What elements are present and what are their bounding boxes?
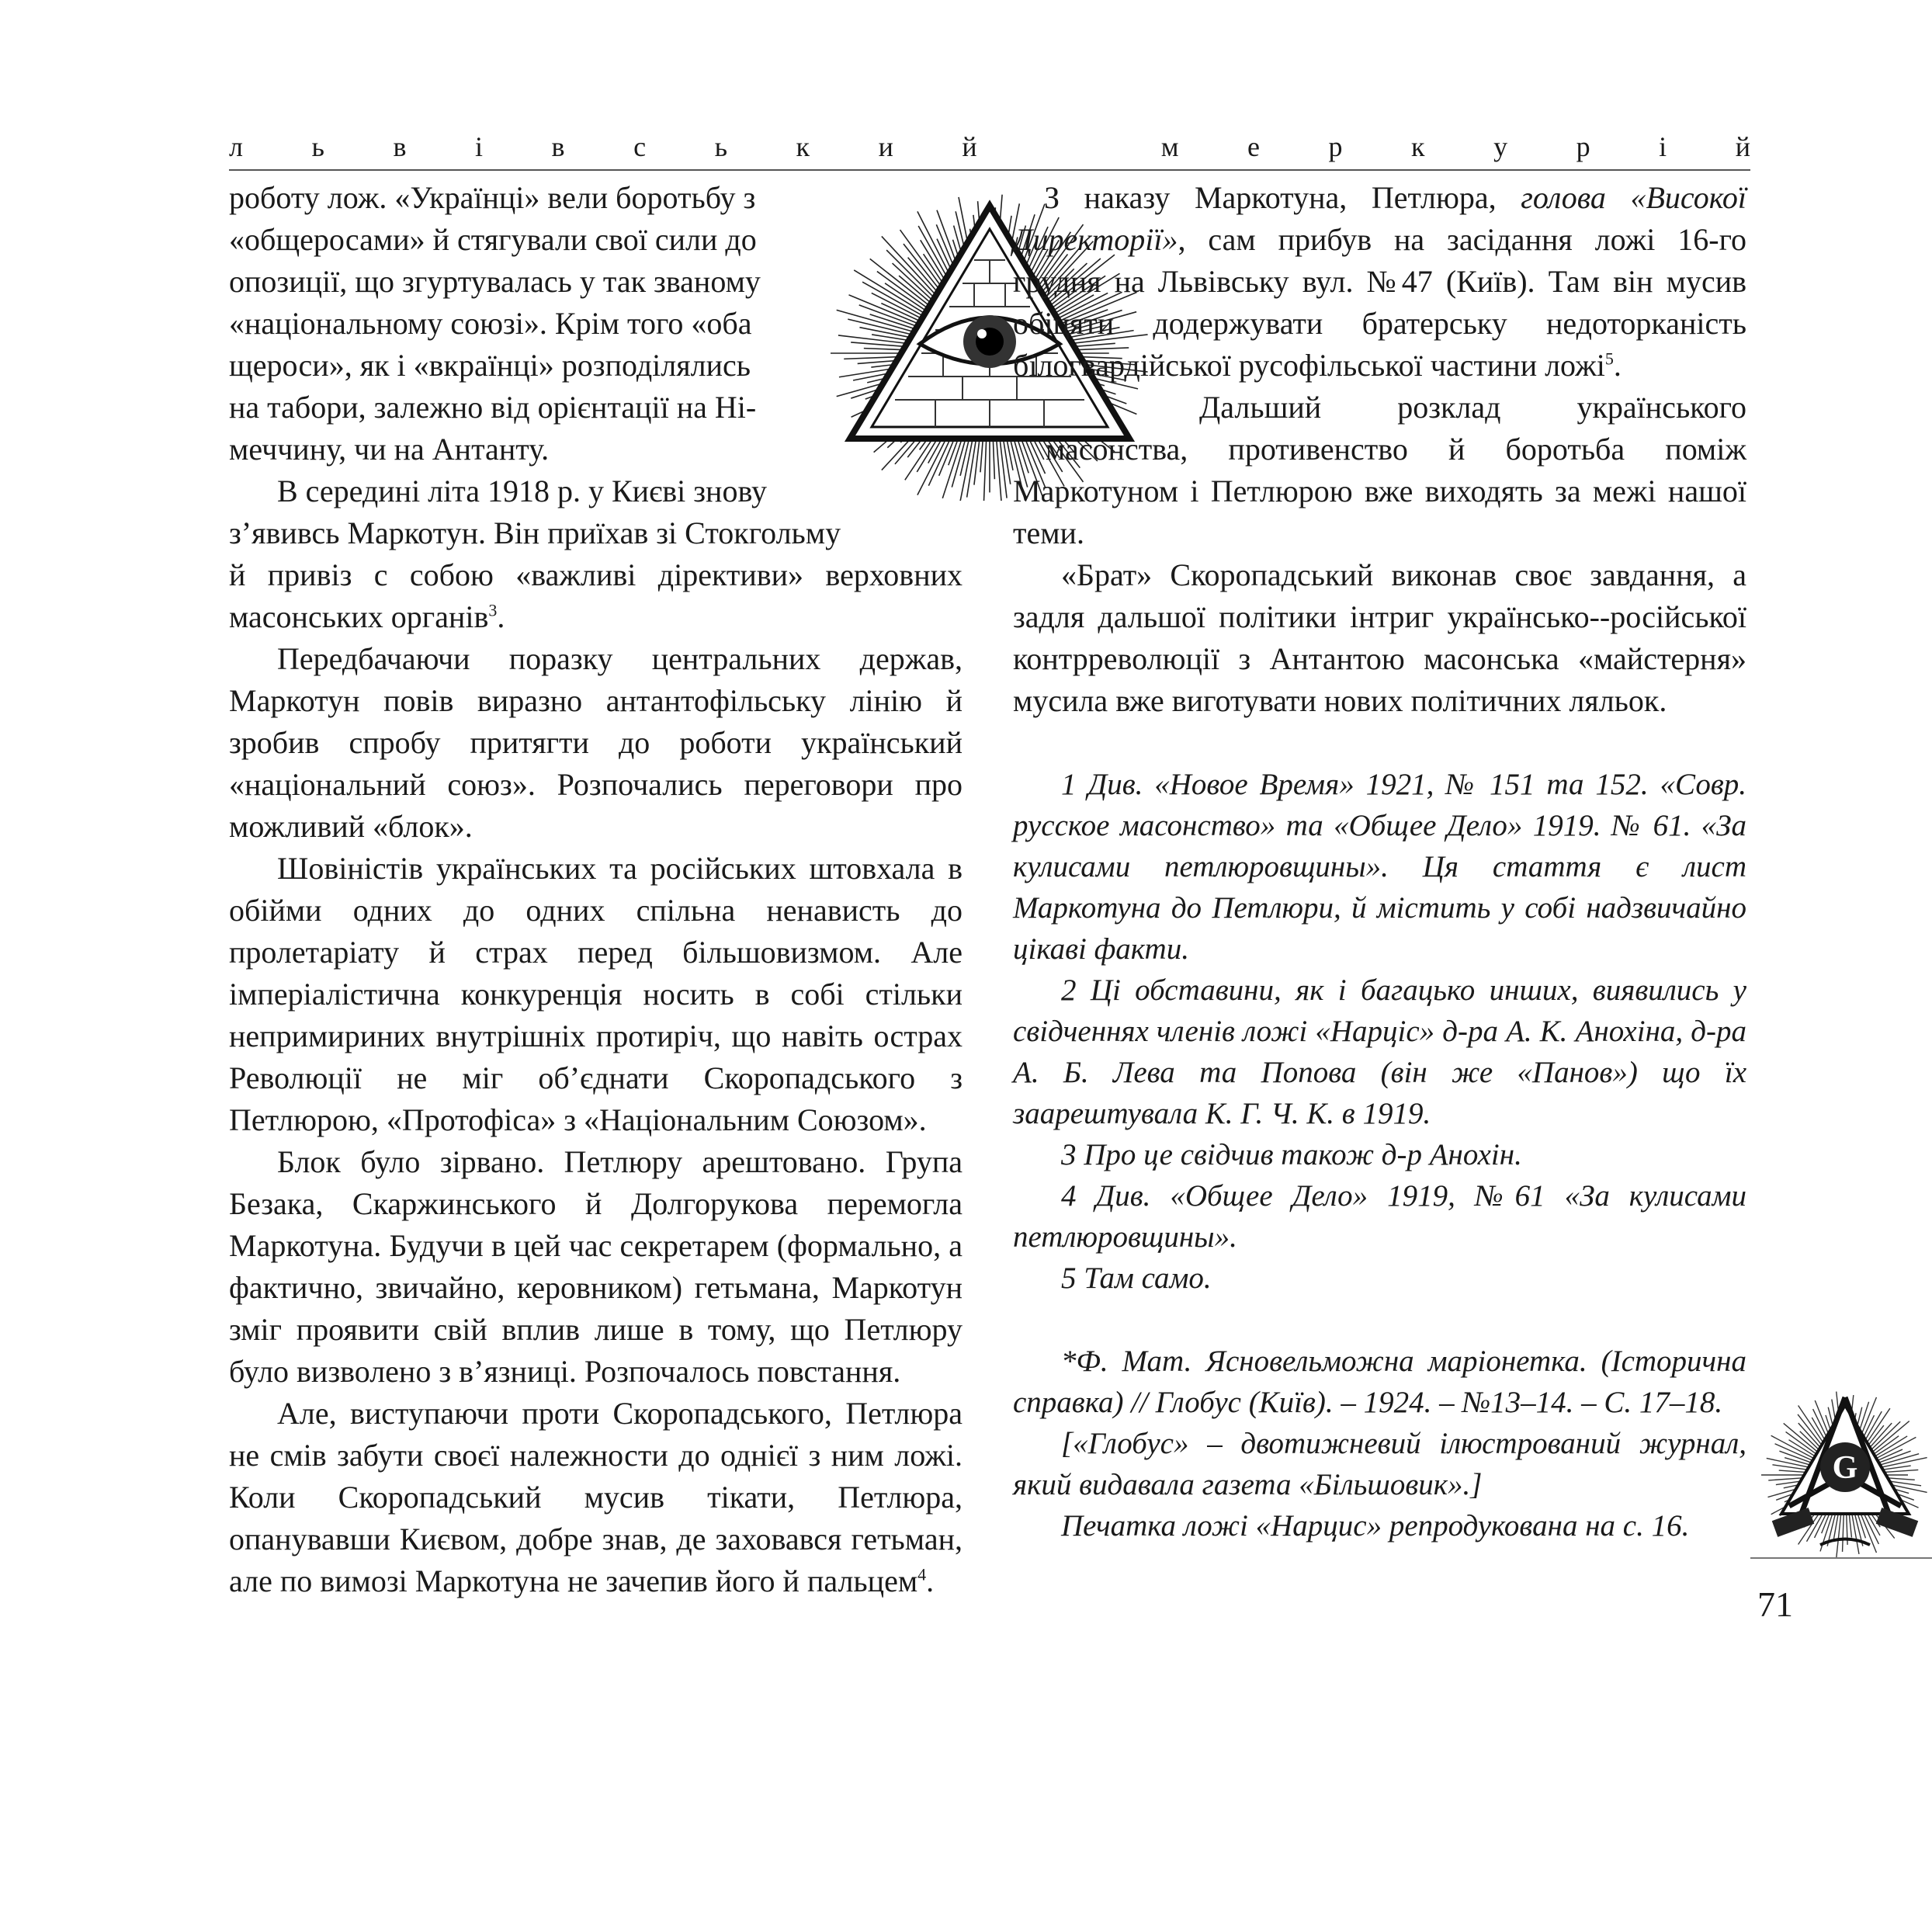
p1-line-3: опозиції, що згуртувалась у так званому xyxy=(229,264,761,299)
emblem-letter: G xyxy=(1832,1450,1858,1486)
p6-text: Але, виступаючи проти Скоропадського, Петлюра не смів забути своєї належности до однієї з ним ложі. Коли Скоропадський мусив тікати, Петлюра, опанувавши Києвом, добре знав, де заховався гетьман, але по вимозі Маркотуна не зачепив його й пальцем xyxy=(229,1396,963,1598)
rp1-a: З наказу Маркотуна, Петлюра, xyxy=(1044,180,1521,215)
right-column xyxy=(1013,177,1746,1546)
right-paragraph-3: «Брат» Скоропадський виконав своє завдання, а задля дальшої політики інтриг українсько--російської контрреволюції з Антантою масонська «майстерня» мусила вже виготувати нових політичних ляльок. xyxy=(1013,557,1746,718)
header-letter: к xyxy=(1411,131,1425,162)
header-letter: ь xyxy=(311,131,324,162)
p1-line-4: «національному союзі». Крім того «оба xyxy=(229,306,752,341)
paragraph-3: Передбачаючи поразку центральних держав, Маркотун повів виразно антантофільську лінію й зробив спробу притягти до роботи український «національний союз». Розпочались переговори про можливий «блок». xyxy=(229,641,963,844)
header-letter: й xyxy=(1735,131,1750,162)
header-letter: с xyxy=(633,131,647,162)
p2-line-1: В середині літа 1918 р. у Києві знову xyxy=(277,474,767,508)
header-letter: к xyxy=(796,131,810,162)
footnote-3: 3 Про це свідчив також д-р Анохін. xyxy=(1061,1138,1522,1171)
p1-line-2: «общеросами» й стягували свої сили до xyxy=(229,222,757,257)
footnote-5: 5 Там само. xyxy=(1061,1261,1212,1295)
footnote-2: 2 Ці обставини, як і багацько инших, виявились у свідченнях членів ложі «Нарціс» д-ра А. К. Анохіна, д-ра А. Б. Лева та Попова (він же «Панов») що їх заарештувала К. Г. Ч. К. в 1919. xyxy=(1013,973,1746,1130)
rp1-end: . xyxy=(1613,348,1622,383)
header-letter: р xyxy=(1328,131,1343,162)
rp1-b: , сам прибув на засідання ложі 16-го грудня на Львівську вул. №47 (Київ). Там він мусив обіцяти додержувати братерську недоторканість білогвардійської русофільської частини ложі xyxy=(1013,222,1746,383)
header-letter: м xyxy=(1160,131,1179,162)
masonic-emblem-icon xyxy=(1758,1390,1932,1560)
p1-line-1: роботу лож. «Українці» вели боротьбу з xyxy=(229,180,756,215)
footnote-ref-5: 5 xyxy=(1604,349,1614,369)
paragraph-1 xyxy=(229,177,827,470)
paragraph-2 xyxy=(229,470,963,638)
header-gap xyxy=(1046,130,1092,163)
header-letter: й xyxy=(962,131,977,162)
page-number: 71 xyxy=(1757,1584,1793,1624)
header-letter: в xyxy=(393,131,407,162)
left-column xyxy=(229,177,963,1602)
footnote-ref-3: 3 xyxy=(488,600,498,620)
paragraph-6 xyxy=(229,1393,963,1602)
header-letter: і xyxy=(1659,131,1667,162)
p1-line-6: на табори, залежно від орієнтації на Ні- xyxy=(229,390,757,425)
running-header xyxy=(229,130,1750,163)
rp1-italic: голова «Високої Директорії» xyxy=(1013,180,1746,257)
rp2-line-1: Дальший розклад українського xyxy=(1199,390,1746,425)
p2-rest: й привіз с собою «важливі дірективи» верховних масонських органів xyxy=(229,557,963,634)
header-letter: і xyxy=(474,131,483,162)
source-note: *Ф. Мат. Ясновельможна маріонетка. (Історична справка) // Глобус (Київ). – 1924. – №13–14. – С. 17–18. xyxy=(1013,1345,1746,1419)
paragraph-5: Блок було зірвано. Петлюру арештовано. Група Безака, Скаржинського й Долгорукова перемогла Маркотуна. Будучи в цей час секретарем (формально, а фактично, звичайно, керовником) гетьмана, Маркотун зміг проявити свій вплив лише в тому, що Петлюру було визволено з в’язниці. Розпочалось повстання. xyxy=(229,1144,963,1389)
footnote-4: 4 Див. «Общее Дело» 1919, №61 «За кулисами петлюровщины». xyxy=(1013,1179,1746,1254)
header-letter: е xyxy=(1247,131,1260,162)
p2-line-2: з’явивсь Маркотун. Він приїхав зі Стокгольму xyxy=(229,515,841,550)
header-rule xyxy=(229,169,1750,171)
footnote-ref-4: 4 xyxy=(917,1564,927,1584)
right-paragraph-2 xyxy=(1013,387,1746,554)
editor-note: [«Глобус» – двотижневий ілюстрований журнал, який видавала газета «Більшовик».] xyxy=(1013,1427,1746,1501)
right-paragraph-1 xyxy=(1013,177,1746,387)
header-letter: л xyxy=(229,131,243,162)
rp2-rest: масонства, противенство й боротьба поміж Маркотуном і Петлюрою вже виходять за межі нашої теми. xyxy=(1013,432,1746,550)
page-number-rule xyxy=(1750,1557,1932,1559)
header-letter: у xyxy=(1493,131,1508,162)
p1-line-7: меччину, чи на Антанту. xyxy=(229,432,550,467)
header-letter: р xyxy=(1576,131,1590,162)
p1-line-5: щероси», як і «вкраїнці» розподілялись xyxy=(229,348,751,383)
header-letter: и xyxy=(878,131,893,162)
header-letter: ь xyxy=(714,131,727,162)
footnote-1: 1 Див. «Новое Время» 1921, № 151 та 152. «Совр. русское масонство» та «Общее Дело» 1919. № 61. «За кулисами петлюровщины». Ця стаття є лист Маркотуна до Петлюри, й містить у собі надзвичайно цікаві факти. xyxy=(1013,768,1746,966)
paragraph-4: Шовіністів українських та російських штовхала в обійми одних до одних спільна ненависть до пролетаріату й страх перед більшовизмом. Але імперіалістична конкуренція носить в собі стільки непримириних внутрішніх протиріч, що навіть острах Революції не міг об’єднати Скоропадського з Петлюрою, «Протофіса» з «Національним Союзом». xyxy=(229,851,963,1137)
header-letter: в xyxy=(551,131,565,162)
seal-note: Печатка ложі «Нарцис» репродукована на с. 16. xyxy=(1061,1509,1690,1543)
p2-end: . xyxy=(497,599,505,634)
p6-end: . xyxy=(926,1563,935,1598)
